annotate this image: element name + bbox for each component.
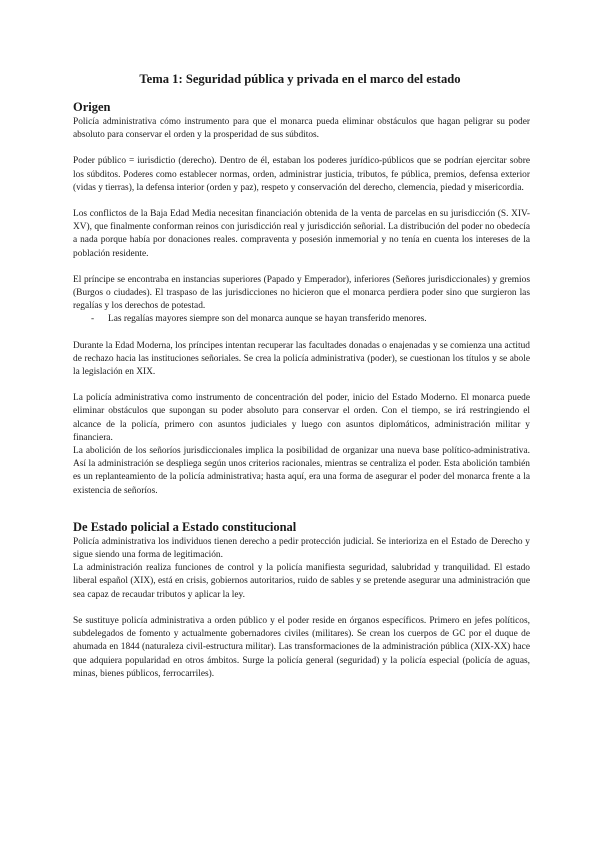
list-item-text: Las regalías mayores siempre son del monarca aunque se hayan transferido menores. <box>108 314 427 325</box>
section-heading-origen: Origen <box>73 100 111 114</box>
page-title: Tema 1: Seguridad pública y privada en el marco del estado <box>139 72 461 86</box>
bullet-list <box>73 313 530 326</box>
paragraph: Los conflictos de la Baja Edad Media necesitan financiación obtenida de la venta de parcelas en su jurisdicción (S. XIV-XV), que finalmente conforman reinos con jurisdicción real y jurisdicción señorial. La distribución del poder no obedecía a nada porque había por donaciones reales. compraventa y posesión inmemorial y no tenía en cuenta los intereses de la población residente. <box>73 209 530 259</box>
dash-bullet-mark: - <box>91 314 95 325</box>
list-item <box>91 313 530 326</box>
paragraph: Se sustituye policía administrativa a orden público y el poder reside en órganos específicos. Primero en jefes políticos, subdelegados de fomento y actualmente gobernadores civiles (militares). Se crean los cuerpos de GC por el duque de ahumada en 1844 (naturaleza civil-estructura militar). Las transformaciones de la administración pública (XIX-XX) hace que adquiera popularidad en otros ámbitos. Surge la policía general (seguridad) y la policía especial (policía de aguas, minas, bienes públicos, ferrocarriles). <box>73 615 530 679</box>
paragraph: Policía administrativa los individuos tienen derecho a pedir protección judicial. Se interioriza en el Estado de Derecho y sigue siendo una forma de legitimación. <box>73 536 530 561</box>
paragraph: El príncipe se encontraba en instancias superiores (Papado y Emperador), inferiores (Señores jurisdiccionales) y gremios (Burgos o ciudades). El traspaso de las jurisdicciones no hicieron que el monarca perdiera poder sino que surgieron las regalías y los derechos de potestad. <box>73 274 530 312</box>
paragraph: La policía administrativa como instrumento de concentración del poder, inicio del Estado Moderno. El monarca puede eliminar obstáculos que supongan su poder absoluto para conservar el orden. Con el tiempo, se irá restringiendo el alcance de la policía, primero con asuntos judiciales y luego con asuntos diplomáticos, administración militar y financiera. <box>73 393 530 443</box>
document-body <box>73 100 530 681</box>
section-heading-estado-constitucional: De Estado policial a Estado constitucional <box>73 519 297 534</box>
paragraph: La abolición de los señoríos jurisdiccionales implica la posibilidad de organizar una nueva base político-administrativa. Así la administración se despliega según unos criterios racionales, mientras se centraliza el poder. Esta abolición también es un replanteamiento de la policía administrativa; hasta aquí, era una forma de asegurar el poder del monarca frente a la existencia de señoríos. <box>73 446 530 496</box>
paragraph: Poder público = iurisdictio (derecho). Dentro de él, estaban los poderes jurídico-públicos que se podrían ejercitar sobre los súbditos. Poderes como establecer normas, orden, administrar justicia, tributos, fe pública, premios, defensa exterior (vidas y tierras), la defensa interior (orden y paz), respeto y conservación del derecho, clemencia, piedad y misericordia. <box>73 156 530 193</box>
paragraph: La administración realiza funciones de control y la policía manifiesta seguridad, salubridad y tranquilidad. El estado liberal español (XIX), está en crisis, gobiernos autoritarios, ruido de sables y se pretende asegurar una administración que sea capaz de recaudar tributos y aplicar la ley. <box>73 563 530 600</box>
paragraph: Durante la Edad Moderna, los príncipes intentan recuperar las facultades donadas o enajenadas y se comienza una actitud de rechazo hacia las instituciones señoriales. Se crea la policía administrativa (poder), se cuestionan los títulos y se abole la legislación en XIX. <box>73 340 530 378</box>
paragraph: Policía administrativa cómo instrumento para que el monarca pueda eliminar obstáculos que hagan peligrar su poder absoluto para conservar el orden y la prosperidad de sus súbditos. <box>73 117 530 141</box>
